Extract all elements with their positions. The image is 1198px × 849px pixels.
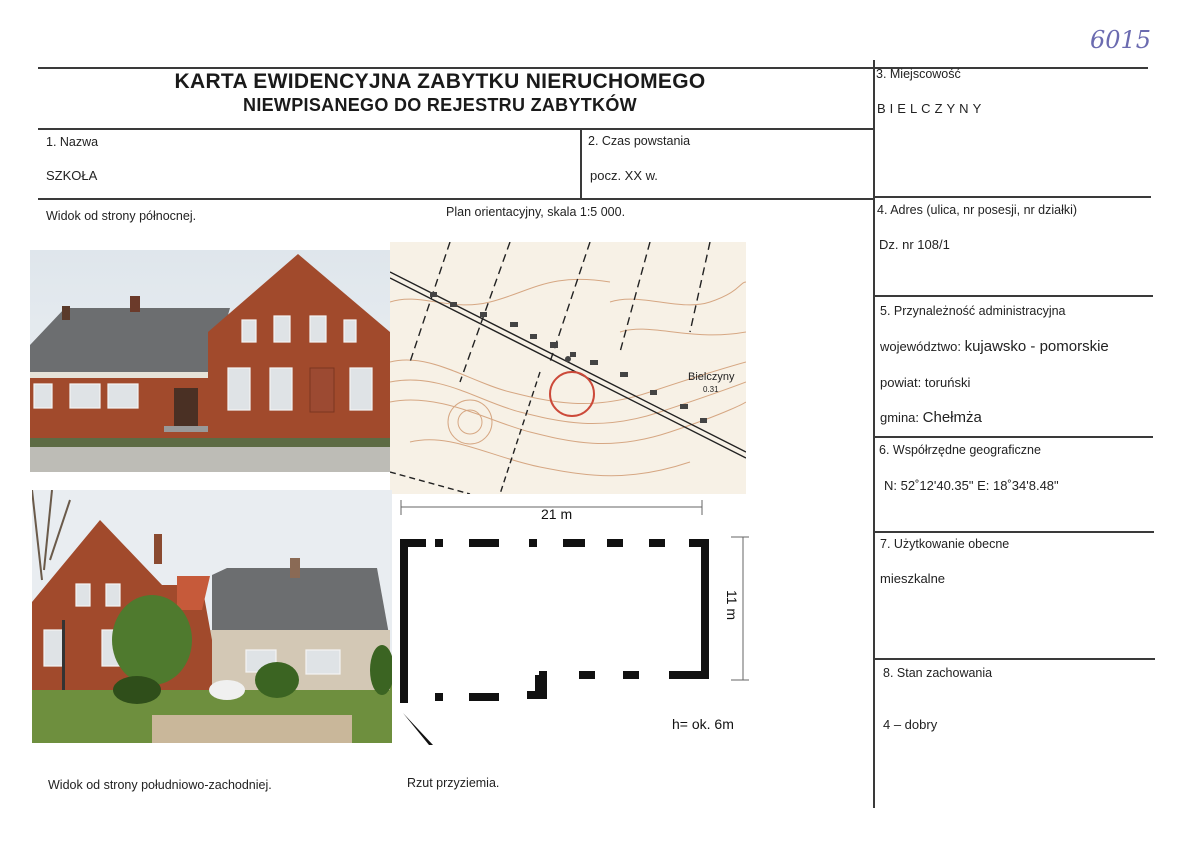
floorplan-width-label: 21 m: [541, 506, 573, 522]
north-view-photo: [30, 250, 390, 472]
commune-prefix: gmina:: [880, 410, 920, 425]
plan-caption: Plan orientacyjny, skala 1:5 000.: [446, 205, 626, 219]
address-label: 4. Adres (ulica, nr posesji, nr działki): [877, 203, 1078, 217]
voivodeship-prefix: województwo:: [880, 339, 961, 354]
floorplan-height-label: h= ok. 6m: [672, 716, 734, 732]
coords-value: N: 52˚12'40.35" E: 18˚34'8.48": [884, 478, 1059, 493]
right-border-8: [873, 658, 1155, 660]
time-value: pocz. XX w.: [590, 168, 658, 183]
floorplan-depth-label: 11 m: [724, 590, 740, 621]
southwest-view-caption: Widok od strony południowo-zachodniej.: [48, 778, 272, 792]
time-label: 2. Czas powstania: [588, 134, 691, 148]
locality-value: BIELCZYNY: [877, 101, 986, 116]
voivodeship-line: [880, 338, 1109, 355]
document-title: KARTA EWIDENCYJNA ZABYTKU NIERUCHOMEGO: [174, 70, 706, 93]
map-place-label: Bielczyny: [688, 371, 735, 383]
usage-value: mieszkalne: [880, 571, 946, 586]
name-time-divider: [580, 128, 582, 200]
north-view-caption: Widok od strony północnej.: [46, 209, 197, 223]
top-border: [38, 67, 1148, 69]
orientation-map: [390, 242, 746, 494]
ground-floor-plan: [393, 495, 750, 751]
ground-plan-caption: Rzut przyziemia.: [407, 776, 500, 790]
name-row-bottom-border: [38, 198, 874, 200]
header-bottom-border: [38, 128, 874, 130]
right-border-5: [873, 295, 1153, 297]
state-label: 8. Stan zachowania: [883, 666, 993, 680]
right-column-divider: [873, 60, 875, 808]
county-value: toruński: [924, 375, 971, 390]
name-label: 1. Nazwa: [46, 135, 99, 149]
map-place-sub: 0.31: [703, 385, 719, 394]
commune-line: [880, 409, 982, 426]
right-border-6: [873, 436, 1153, 438]
locality-label: 3. Miejscowość: [876, 67, 961, 81]
county-line: [880, 375, 970, 390]
voivodeship-value: kujawsko - pomorskie: [964, 338, 1109, 355]
state-value: 4 – dobry: [883, 717, 938, 732]
county-prefix: powiat:: [880, 375, 922, 390]
usage-label: 7. Użytkowanie obecne: [880, 537, 1010, 551]
southwest-view-photo: [32, 490, 392, 743]
address-value: Dz. nr 108/1: [879, 237, 950, 252]
commune-value: Chełmża: [922, 409, 982, 426]
coords-label: 6. Współrzędne geograficzne: [879, 443, 1041, 457]
name-value: SZKOŁA: [46, 168, 98, 183]
right-border-7: [873, 531, 1154, 533]
right-border-4: [873, 196, 1151, 198]
document-subtitle: NIEWPISANEGO DO REJESTRU ZABYTKÓW: [243, 95, 637, 115]
handwritten-doc-number: 6015: [1090, 26, 1152, 54]
admin-label: 5. Przynależność administracyjna: [880, 304, 1066, 318]
